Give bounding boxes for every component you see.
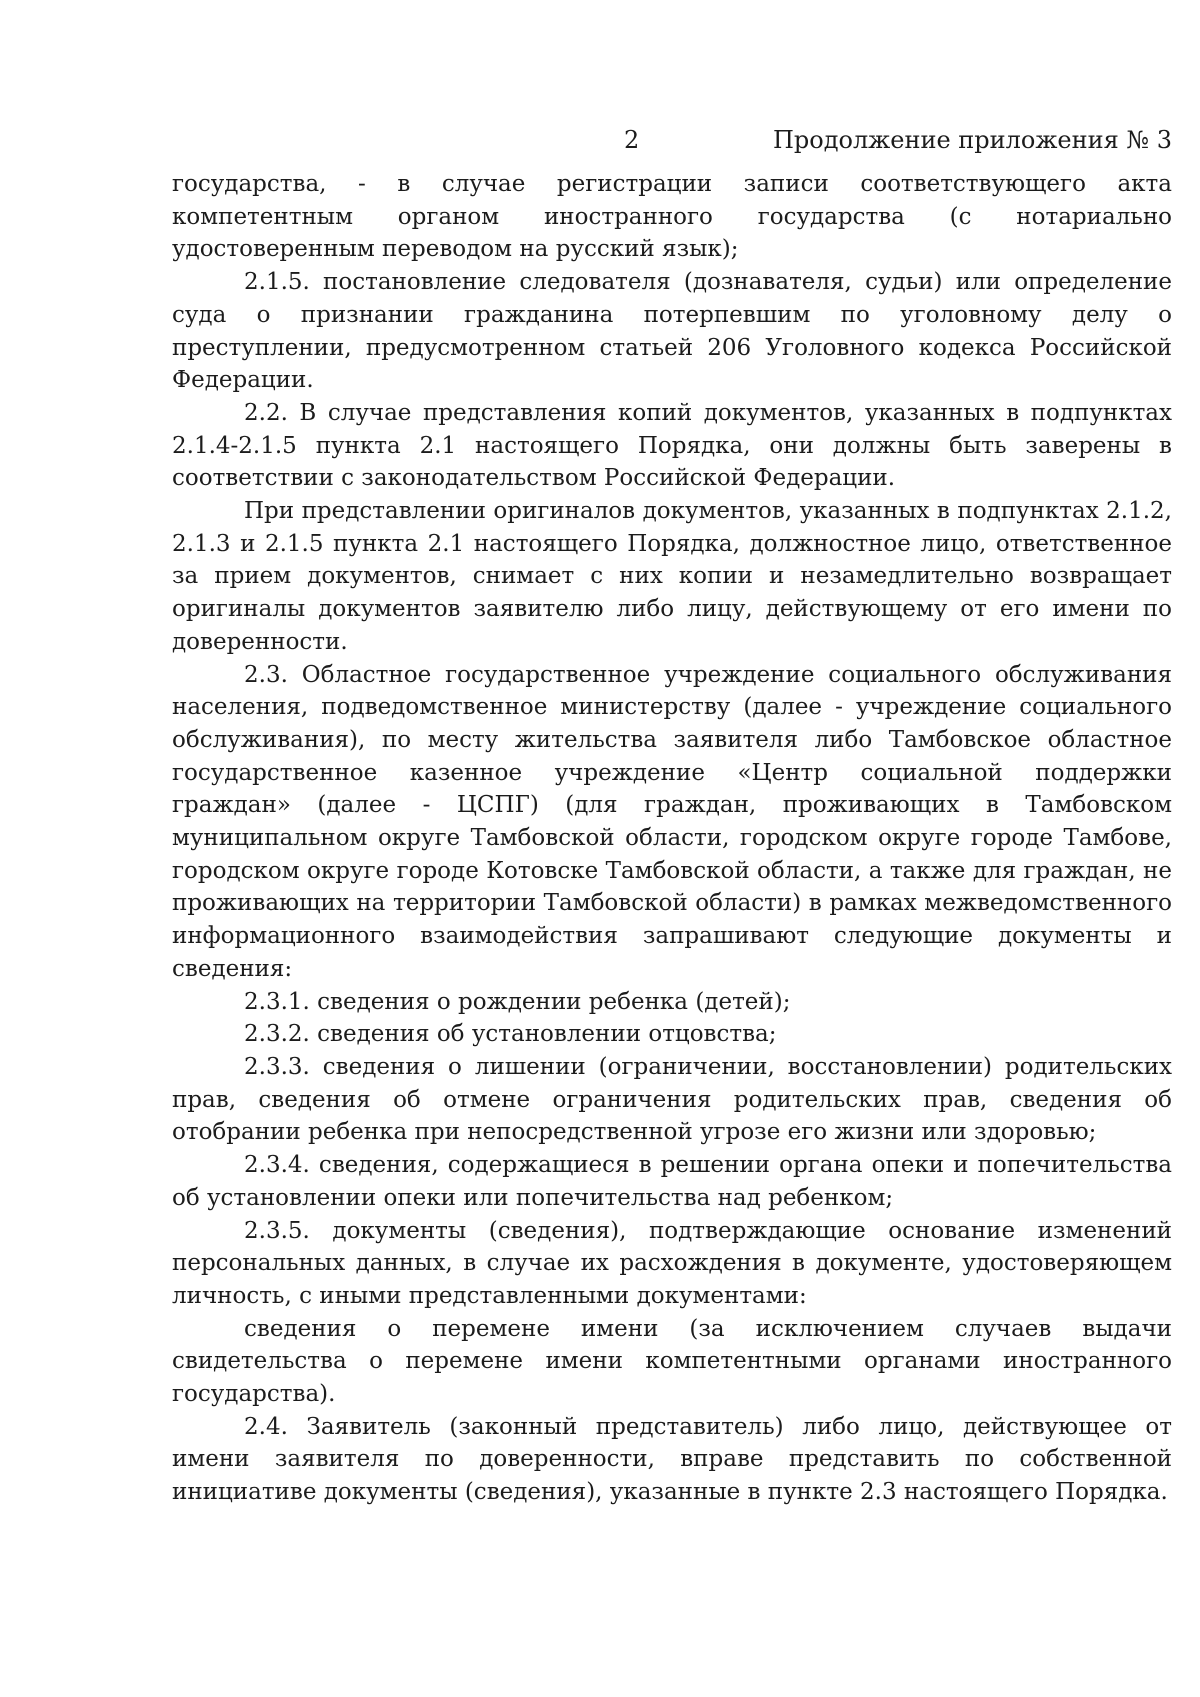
paragraph-2-3: 2.3. Областное государственное учреждение социального обслуживания населения, подведомственное министерству (далее - учреждение социального обслуживания), по месту жительства заявителя либо Тамбовское областное государственное казенное учреждение «Центр социальной поддержки граждан» (далее - ЦСПГ) (для граждан, проживающих в Тамбовском муниципальном округе Тамбовской области, городском округе городе Тамбове, городском округе городе Котовске Тамбовской области, а также для граждан, не проживающих на территории Тамбовской области) в рамках межведомственного информационного взаимодействия запрашивают следующие документы и сведения: [172,661,1172,982]
paragraph-continuation: государства, - в случае регистрации записи соответствующего акта компетентным органом иностранного государства (с нотариально удостоверенным переводом на русский язык); [172,171,1172,263]
document-body [172,168,1172,1509]
paragraph-2-3-1: 2.3.1. сведения о рождении ребенка (детей); [244,988,791,1015]
paragraph-originals: При представлении оригиналов документов, указанных в подпунктах 2.1.2, 2.1.3 и 2.1.5 пункта 2.1 настоящего Порядка, должностное лицо, ответственное за прием документов, снимает с них копии и незамедлительно возвращает оригиналы документов заявителю либо лицу, действующему от его имени по доверенности. [172,498,1172,655]
paragraph-2-4: 2.4. Заявитель (законный представитель) либо лицо, действующее от имени заявителя по доверенности, вправе представить по собственной инициативе документы (сведения), указанные в пункте 2.3 настоящего Порядка. [172,1413,1172,1506]
paragraph-name-change: сведения о перемене имени (за исключением случаев выдачи свидетельства о перемене имени компетентными органами иностранного государства). [172,1315,1172,1408]
appendix-continuation-label: Продолжение приложения № 3 [772,126,1172,154]
paragraph-2-2: 2.2. В случае представления копий документов, указанных в подпунктах 2.1.4-2.1.5 пункта 2.1 настоящего Порядка, они должны быть заверены в соответствии с законодательством Российской Федерации. [172,399,1172,492]
paragraph-2-3-3: 2.3.3. сведения о лишении (ограничении, восстановлении) родительских прав, сведения об отмене ограничения родительских прав, сведения об отобрании ребенка при непосредственной угрозе его жизни или здоровью; [172,1053,1172,1146]
page-header [172,124,1172,160]
paragraph-2-3-2: 2.3.2. сведения об установлении отцовства; [244,1021,777,1048]
paragraph-2-3-5: 2.3.5. документы (сведения), подтверждающие основание изменений персональных данных, в случае их расхождения в документе, удостоверяющем личность, с иными представленными документами: [172,1217,1172,1309]
paragraph-2-3-4: 2.3.4. сведения, содержащиеся в решении органа опеки и попечительства об установлении опеки или попечительства над ребенком; [172,1152,1172,1211]
paragraph-2-1-5: 2.1.5. постановление следователя (дознавателя, судьи) или определение суда о признании гражданина потерпевшим по уголовному делу о преступлении, предусмотренном статьей 206 Уголовного кодекса Российской Федерации. [172,269,1172,394]
page-number: 2 [624,126,640,154]
